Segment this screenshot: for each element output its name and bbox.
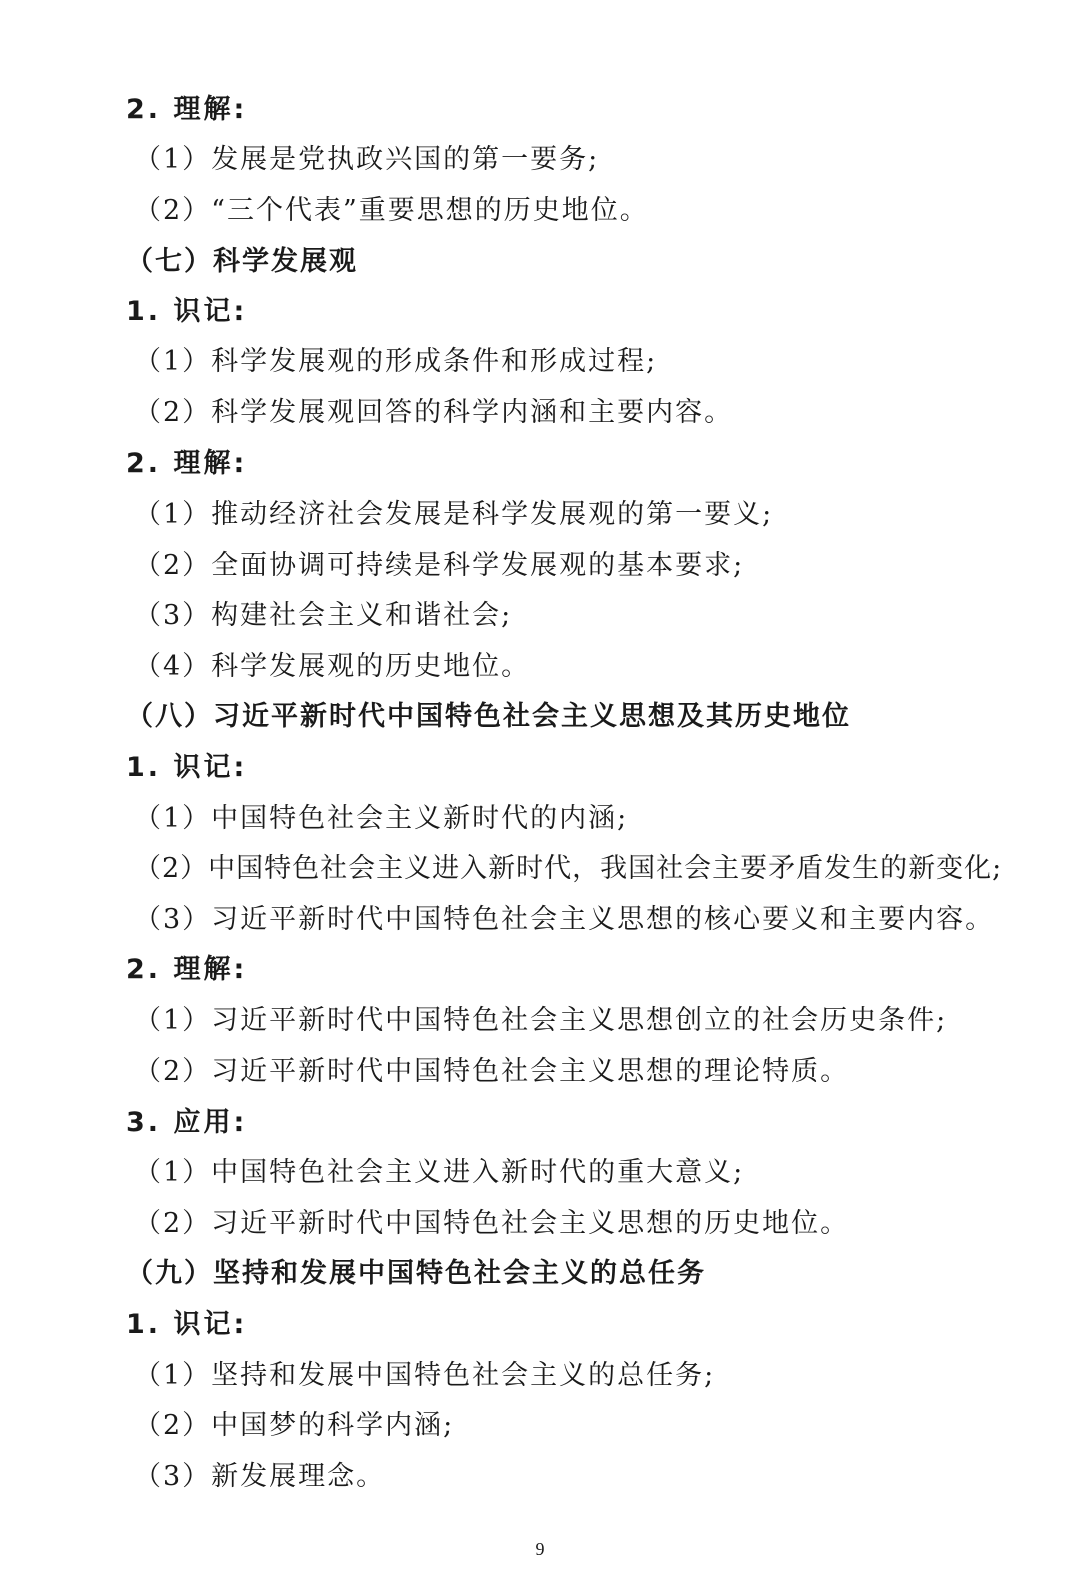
list-item: （3）构建社会主义和谐社会; (134, 600, 513, 631)
list-item: （2）“三个代表”重要思想的历史地位。 (134, 195, 649, 226)
subheading-understand: 2. 理解: (126, 954, 248, 985)
list-item: （1）科学发展观的形成条件和形成过程; (134, 346, 658, 377)
list-item: （2）科学发展观回答的科学内涵和主要内容。 (134, 397, 734, 428)
list-item: （2）中国特色社会主义进入新时代，我国社会主要矛盾发生的新变化; (134, 853, 1003, 884)
list-item: （3）习近平新时代中国特色社会主义思想的核心要义和主要内容。 (134, 904, 995, 935)
list-item: （2）习近平新时代中国特色社会主义思想的理论特质。 (134, 1056, 850, 1087)
list-item: （2）全面协调可持续是科学发展观的基本要求; (134, 550, 745, 581)
list-item: （1）中国特色社会主义新时代的内涵; (134, 803, 629, 834)
list-item: （2）中国梦的科学内涵; (134, 1410, 455, 1441)
list-item: （2）习近平新时代中国特色社会主义思想的历史地位。 (134, 1208, 850, 1239)
subheading-memorize: 1. 识记: (126, 1309, 248, 1340)
list-item: （1）中国特色社会主义进入新时代的重大意义; (134, 1157, 745, 1188)
section-heading-9: （九）坚持和发展中国特色社会主义的总任务 (126, 1258, 706, 1289)
list-item: （4）科学发展观的历史地位。 (134, 651, 531, 682)
section-heading-7: （七）科学发展观 (126, 246, 358, 277)
subheading-memorize: 1. 识记: (126, 296, 248, 327)
subheading-understand: 2. 理解: (126, 448, 248, 479)
list-item: （3）新发展理念。 (134, 1461, 386, 1492)
subheading-apply: 3. 应用: (126, 1107, 248, 1138)
list-item: （1）发展是党执政兴国的第一要务; (134, 144, 600, 175)
list-item: （1）习近平新时代中国特色社会主义思想创立的社会历史条件; (134, 1005, 948, 1036)
list-item: （1）坚持和发展中国特色社会主义的总任务; (134, 1360, 716, 1391)
list-item: （1）推动经济社会发展是科学发展观的第一要义; (134, 499, 774, 530)
section-heading-8: （八）习近平新时代中国特色社会主义思想及其历史地位 (126, 701, 851, 732)
page-number: 9 (535, 1539, 545, 1559)
subheading-understand: 2. 理解: (126, 94, 248, 125)
subheading-memorize: 1. 识记: (126, 752, 248, 783)
